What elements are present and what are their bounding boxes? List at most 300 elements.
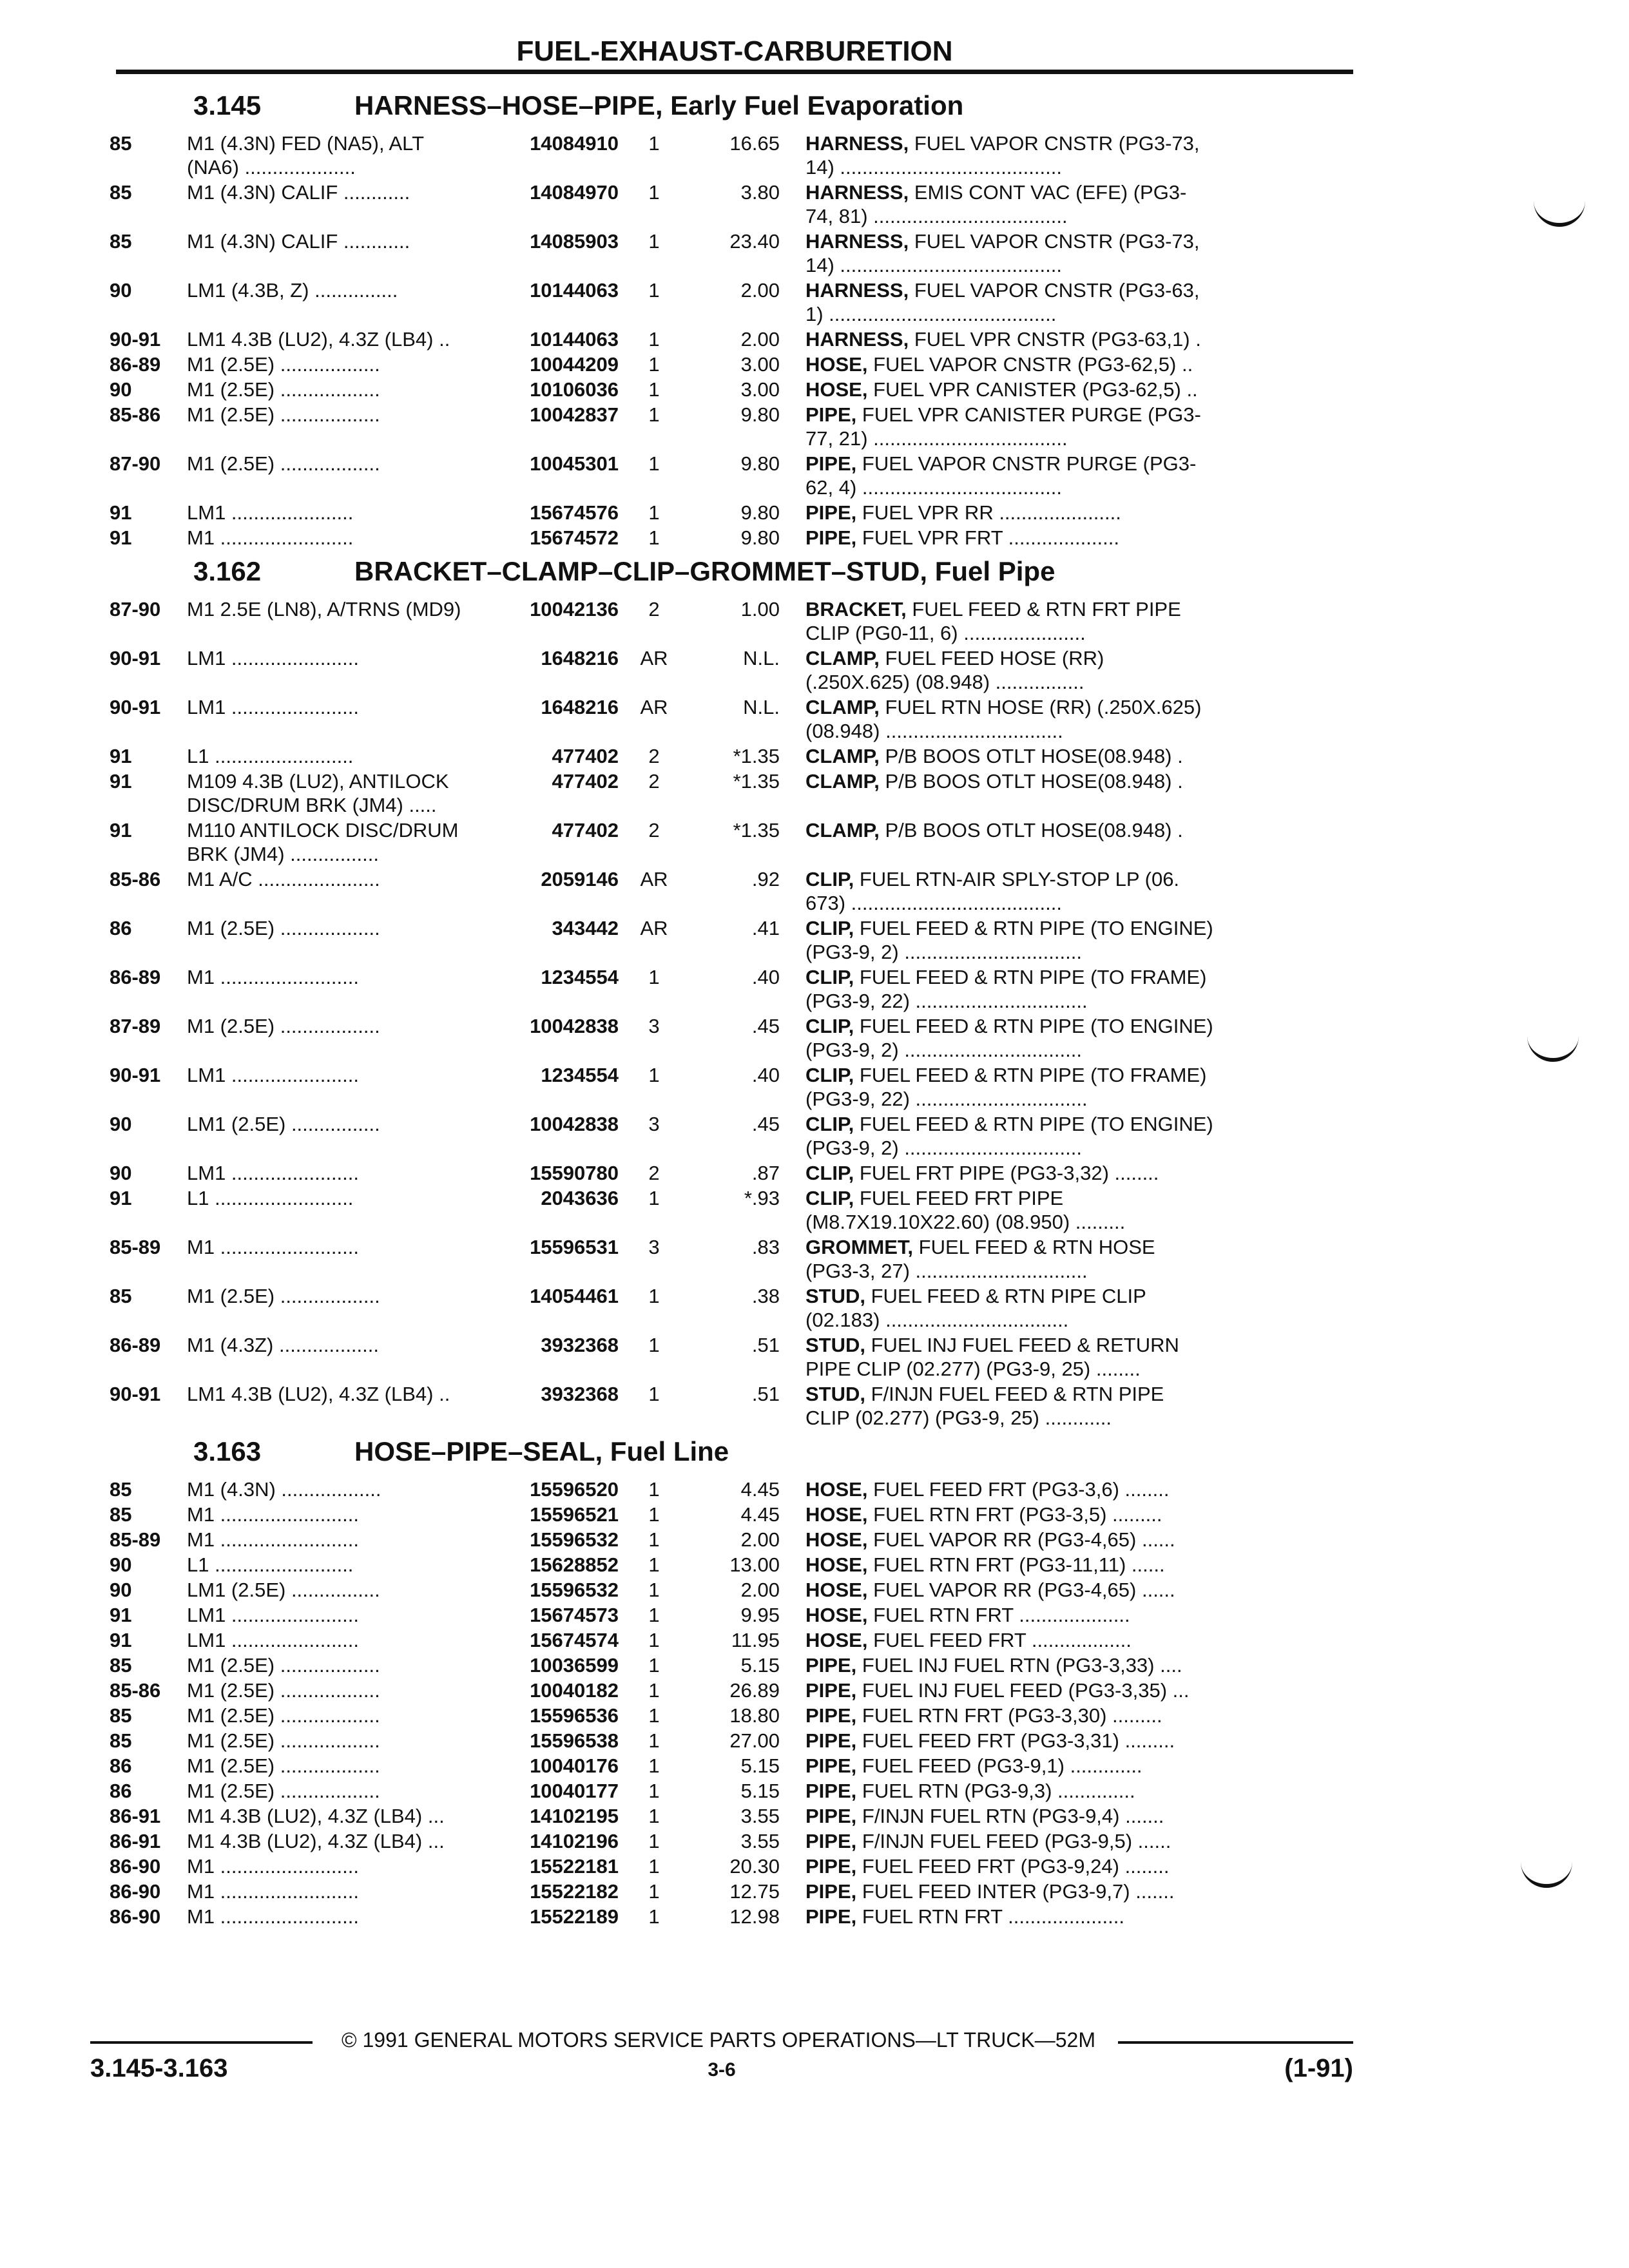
quantity: 1	[648, 353, 660, 376]
price: .38	[751, 1285, 780, 1307]
part-number: 2059146	[541, 868, 619, 890]
model-year: 90	[110, 1553, 132, 1576]
quantity: 1	[648, 230, 660, 253]
footer-copyright: © 1991 GENERAL MOTORS SERVICE PARTS OPERATIONS—LT TRUCK—52M	[342, 2028, 1095, 2052]
part-detail: FUEL VPR RR ......................	[856, 501, 1121, 524]
price: 9.95	[740, 1604, 780, 1626]
model-year: 86-91	[110, 1805, 161, 1827]
part-number: 14084970	[530, 181, 619, 204]
model-year: 91	[110, 1604, 132, 1626]
model-application: M1 A/C ......................	[187, 868, 380, 890]
part-number: 10045301	[530, 452, 619, 475]
part-detail: FUEL FEED FRT PIPE (M8.7X19.10X22.60) (08.950) .........	[805, 1187, 1126, 1233]
part-detail: FUEL FEED FRT (PG3-3,6) ........	[867, 1478, 1170, 1501]
parts-row	[110, 1382, 1360, 1430]
section-title: HARNESS–HOSE–PIPE, Early Fuel Evaporation	[354, 90, 964, 120]
part-detail: FUEL VPR CANISTER (PG3-62,5) ..	[867, 378, 1198, 401]
part-name: PIPE,	[805, 452, 857, 475]
model-year: 91	[110, 745, 132, 767]
model-application: M1 .........................	[187, 1905, 359, 1928]
part-detail: FUEL FEED & RTN PIPE (TO FRAME) (PG3-9, 22) ...............................	[805, 1064, 1207, 1110]
model-application: LM1 .......................	[187, 1162, 360, 1184]
part-name: CLIP,	[805, 1064, 854, 1086]
part-name: PIPE,	[805, 1830, 857, 1852]
quantity: 1	[648, 452, 660, 475]
part-description	[780, 278, 1269, 326]
part-name: PIPE,	[805, 1855, 857, 1878]
part-name: CLIP,	[805, 1015, 854, 1037]
part-detail: FUEL RTN FRT (PG3-3,30) .........	[856, 1704, 1162, 1727]
parts-row	[110, 1829, 1360, 1853]
model-application: M1 (2.5E) ..................	[187, 1704, 380, 1727]
section-heading	[110, 90, 1360, 130]
model-application: M1 (2.5E) ..................	[187, 378, 380, 401]
part-description	[780, 965, 1269, 1013]
part-description	[780, 180, 1269, 228]
part-name: PIPE,	[805, 526, 857, 549]
part-name: PIPE,	[805, 1754, 857, 1777]
footer-section-range: 3.145-3.163	[90, 2054, 228, 2082]
part-description	[780, 1804, 1269, 1828]
quantity: 1	[648, 1528, 660, 1551]
parts-row	[110, 229, 1360, 277]
part-detail: FUEL INJ FUEL FEED (PG3-3,35) ...	[856, 1679, 1190, 1702]
part-detail: FUEL INJ FUEL FEED & RETURN PIPE CLIP (02.277) (PG3-9, 25) ........	[805, 1334, 1179, 1380]
parts-row	[110, 403, 1360, 450]
parts-row	[110, 1528, 1360, 1552]
part-number: 14102196	[530, 1830, 619, 1852]
quantity: 1	[648, 181, 660, 204]
part-number: 1648216	[541, 696, 619, 718]
part-name: HOSE,	[805, 1579, 868, 1601]
quantity: AR	[640, 696, 668, 718]
model-year: 85	[110, 1729, 132, 1752]
quantity: 1	[648, 1704, 660, 1727]
model-application: M1 (2.5E) ..................	[187, 403, 380, 426]
part-detail: FUEL RTN HOSE (RR) (.250X.625) (08.948) ................................	[805, 696, 1202, 742]
model-application: M110 ANTILOCK DISC/DRUM BRK (JM4) ................	[187, 819, 459, 865]
part-number: 10042838	[530, 1113, 619, 1135]
model-year: 85-86	[110, 403, 161, 426]
price: N.L.	[743, 647, 780, 669]
part-detail: FUEL FEED FRT (PG3-9,24) ........	[856, 1855, 1170, 1878]
page-header: FUEL-EXHAUST-CARBURETION	[516, 35, 953, 67]
model-year: 85	[110, 1285, 132, 1307]
footer-revision: (1-91)	[1284, 2054, 1353, 2082]
parts-row	[110, 1186, 1360, 1234]
parts-row	[110, 916, 1360, 964]
parts-row	[110, 1603, 1360, 1627]
part-name: HOSE,	[805, 1503, 868, 1526]
part-name: HOSE,	[805, 1553, 868, 1576]
price: *1.35	[733, 745, 780, 767]
price: 2.00	[740, 328, 780, 351]
part-detail: P/B BOOS OTLT HOSE(08.948) .	[879, 745, 1183, 767]
quantity: 2	[648, 819, 660, 841]
parts-row	[110, 278, 1360, 326]
model-year: 90	[110, 279, 132, 302]
part-description	[780, 1754, 1269, 1778]
part-detail: FUEL VPR FRT ....................	[856, 526, 1119, 549]
part-description	[780, 1284, 1269, 1332]
part-number: 3932368	[541, 1383, 619, 1405]
parts-row	[110, 646, 1360, 694]
section-title: HOSE–PIPE–SEAL, Fuel Line	[354, 1436, 729, 1466]
quantity: 2	[648, 745, 660, 767]
binder-hole-mark	[1521, 1862, 1572, 1888]
part-description	[780, 229, 1269, 277]
parts-row	[110, 1854, 1360, 1878]
quantity: 3	[648, 1015, 660, 1037]
model-application: M1 (2.5E) ..................	[187, 1780, 380, 1802]
section-heading	[110, 556, 1360, 596]
parts-row	[110, 597, 1360, 645]
part-description	[780, 1628, 1269, 1652]
part-number: 15522181	[530, 1855, 619, 1878]
model-year: 86-90	[110, 1880, 161, 1903]
part-description	[780, 1704, 1269, 1727]
part-description	[780, 597, 1269, 645]
model-year: 85-86	[110, 868, 161, 890]
part-number: 2043636	[541, 1187, 619, 1209]
quantity: 1	[648, 1383, 660, 1405]
price: .41	[751, 917, 780, 939]
quantity: 3	[648, 1236, 660, 1258]
model-year: 87-90	[110, 452, 161, 475]
price: N.L.	[743, 696, 780, 718]
quantity: 1	[648, 403, 660, 426]
parts-row	[110, 1704, 1360, 1727]
price: *.93	[744, 1187, 780, 1209]
model-application: M1 .........................	[187, 1880, 359, 1903]
model-application: M1 .........................	[187, 1528, 359, 1551]
quantity: 1	[648, 1478, 660, 1501]
price: 4.45	[740, 1478, 780, 1501]
parts-row	[110, 769, 1360, 817]
quantity: 1	[648, 328, 660, 351]
model-application: LM1 .......................	[187, 1604, 360, 1626]
quantity: 1	[648, 1855, 660, 1878]
part-description	[780, 1235, 1269, 1283]
model-year: 86-91	[110, 1830, 161, 1852]
quantity: 2	[648, 770, 660, 793]
quantity: 3	[648, 1113, 660, 1135]
part-name: PIPE,	[805, 1654, 857, 1677]
parts-row	[110, 1553, 1360, 1577]
price: 3.55	[740, 1830, 780, 1852]
part-name: PIPE,	[805, 1805, 857, 1827]
quantity: 1	[648, 132, 660, 155]
parts-row	[110, 965, 1360, 1013]
quantity: 1	[648, 1604, 660, 1626]
price: 2.00	[740, 1528, 780, 1551]
part-name: STUD,	[805, 1383, 865, 1405]
part-detail: FUEL FEED & RTN HOSE (PG3-3, 27) ...............................	[805, 1236, 1155, 1282]
part-name: CLAMP,	[805, 745, 880, 767]
parts-row	[110, 1014, 1360, 1062]
model-application: LM1 4.3B (LU2), 4.3Z (LB4) ..	[187, 1383, 450, 1405]
part-name: CLAMP,	[805, 819, 880, 841]
parts-row	[110, 818, 1360, 866]
model-year: 90-91	[110, 1383, 161, 1405]
part-name: PIPE,	[805, 403, 857, 426]
part-number: 10042136	[530, 598, 619, 620]
part-number: 10040176	[530, 1754, 619, 1777]
price: 16.65	[729, 132, 780, 155]
price: .40	[751, 966, 780, 988]
model-application: LM1 (4.3B, Z) ...............	[187, 279, 398, 302]
parts-row	[110, 1628, 1360, 1652]
part-description	[780, 1528, 1269, 1552]
section-heading	[110, 1436, 1360, 1476]
price: .45	[751, 1015, 780, 1037]
part-number: 15596532	[530, 1528, 619, 1551]
model-year: 86-90	[110, 1855, 161, 1878]
part-detail: FUEL FEED FRT (PG3-3,31) .........	[856, 1729, 1175, 1752]
price: 9.80	[740, 501, 780, 524]
price: *1.35	[733, 770, 780, 793]
parts-row	[110, 1879, 1360, 1903]
quantity: 1	[648, 501, 660, 524]
part-detail: FUEL VAPOR CNSTR (PG3-62,5) ..	[867, 353, 1193, 376]
part-name: HOSE,	[805, 1528, 868, 1551]
quantity: 1	[648, 966, 660, 988]
part-number: 10144063	[530, 279, 619, 302]
part-detail: FUEL FEED & RTN PIPE (TO ENGINE) (PG3-9, 2) ................................	[805, 1015, 1213, 1061]
parts-row	[110, 352, 1360, 376]
model-application: M1 .........................	[187, 1236, 359, 1258]
parts-row	[110, 501, 1360, 524]
quantity: 1	[648, 1064, 660, 1086]
part-name: STUD,	[805, 1285, 865, 1307]
part-description	[780, 1678, 1269, 1702]
part-detail: FUEL FEED & RTN FRT PIPE CLIP (PG0-11, 6) ......................	[805, 598, 1181, 644]
quantity: AR	[640, 868, 668, 890]
model-year: 90	[110, 1579, 132, 1601]
model-year: 86-89	[110, 1334, 161, 1356]
model-application: LM1 ......................	[187, 501, 354, 524]
part-name: HARNESS,	[805, 132, 909, 155]
part-detail: FUEL RTN FRT (PG3-11,11) ......	[867, 1553, 1165, 1576]
model-year: 87-90	[110, 598, 161, 620]
part-name: HOSE,	[805, 378, 868, 401]
price: 27.00	[729, 1729, 780, 1752]
model-year: 86-89	[110, 353, 161, 376]
parts-row	[110, 1779, 1360, 1803]
part-detail: FUEL FRT PIPE (PG3-3,32) ........	[854, 1162, 1159, 1184]
part-name: CLAMP,	[805, 647, 880, 669]
parts-row	[110, 1477, 1360, 1501]
quantity: 1	[648, 1503, 660, 1526]
part-detail: FUEL VAPOR RR (PG3-4,65) ......	[867, 1579, 1175, 1601]
part-detail: F/INJN FUEL RTN (PG3-9,4) .......	[856, 1805, 1164, 1827]
part-name: GROMMET,	[805, 1236, 914, 1258]
price: .45	[751, 1113, 780, 1135]
model-year: 85-89	[110, 1528, 161, 1551]
part-name: PIPE,	[805, 1780, 857, 1802]
model-year: 85	[110, 1654, 132, 1677]
part-name: HOSE,	[805, 1629, 868, 1651]
part-name: PIPE,	[805, 1704, 857, 1727]
section-number: 3.162	[193, 556, 262, 586]
price: 11.95	[731, 1629, 780, 1651]
part-description	[780, 1578, 1269, 1602]
part-detail: P/B BOOS OTLT HOSE(08.948) .	[879, 770, 1183, 793]
part-detail: F/INJN FUEL FEED (PG3-9,5) ......	[856, 1830, 1171, 1852]
price: 5.15	[740, 1654, 780, 1677]
part-detail: FUEL RTN FRT (PG3-3,5) .........	[867, 1503, 1162, 1526]
part-description	[780, 1779, 1269, 1803]
model-year: 91	[110, 1629, 132, 1651]
part-detail: FUEL VAPOR CNSTR (PG3-73, 14) ........................................	[805, 230, 1200, 276]
model-application: M1 (2.5E) ..................	[187, 452, 380, 475]
part-detail: FUEL RTN-AIR SPLY-STOP LP (06. 673) ......................................	[805, 868, 1180, 914]
price: 18.80	[729, 1704, 780, 1727]
quantity: 1	[648, 1780, 660, 1802]
part-number: 10042837	[530, 403, 619, 426]
model-year: 91	[110, 819, 132, 841]
part-detail: P/B BOOS OTLT HOSE(08.948) .	[879, 819, 1183, 841]
parts-row	[110, 1678, 1360, 1702]
part-description	[780, 1729, 1269, 1753]
part-detail: FUEL RTN (PG3-9,3) ..............	[856, 1780, 1135, 1802]
part-number: 343442	[552, 917, 619, 939]
model-year: 91	[110, 770, 132, 793]
price: .87	[751, 1162, 780, 1184]
part-detail: FUEL FEED & RTN PIPE (TO ENGINE) (PG3-9, 2) ................................	[805, 917, 1213, 963]
parts-row	[110, 1729, 1360, 1753]
part-detail: FUEL RTN FRT .....................	[856, 1905, 1124, 1928]
parts-row	[110, 867, 1360, 915]
part-number: 477402	[552, 819, 619, 841]
price: 9.80	[740, 403, 780, 426]
model-application: LM1 (2.5E) ................	[187, 1579, 380, 1601]
part-description	[780, 1477, 1269, 1501]
parts-row	[110, 1284, 1360, 1332]
quantity: 1	[648, 1553, 660, 1576]
part-number: 10036599	[530, 1654, 619, 1677]
model-application: L1 .........................	[187, 745, 354, 767]
parts-row	[110, 327, 1360, 351]
parts-row	[110, 744, 1360, 768]
model-year: 86	[110, 917, 132, 939]
part-name: CLIP,	[805, 966, 854, 988]
model-application: M1 (2.5E) ..................	[187, 917, 380, 939]
model-year: 85	[110, 230, 132, 253]
part-detail: FUEL FEED & RTN PIPE CLIP (02.183) .................................	[805, 1285, 1146, 1331]
part-number: 1234554	[541, 1064, 619, 1086]
price: 12.98	[729, 1905, 780, 1928]
part-name: PIPE,	[805, 1880, 857, 1903]
part-description	[780, 1112, 1269, 1160]
price: 12.75	[729, 1880, 780, 1903]
model-application: M1 .........................	[187, 1503, 359, 1526]
part-number: 15628852	[530, 1553, 619, 1576]
part-description	[780, 526, 1269, 550]
quantity: 1	[648, 279, 660, 302]
price: .92	[751, 868, 780, 890]
part-number: 15674572	[530, 526, 619, 549]
model-year: 86	[110, 1754, 132, 1777]
quantity: 1	[648, 1654, 660, 1677]
quantity: 1	[648, 1679, 660, 1702]
model-application: M1 (2.5E) ..................	[187, 1285, 380, 1307]
model-application: M1 (4.3N) CALIF ............	[187, 181, 410, 204]
parts-row	[110, 1653, 1360, 1677]
part-number: 477402	[552, 770, 619, 793]
part-description	[780, 1854, 1269, 1878]
part-number: 15674576	[530, 501, 619, 524]
part-number: 15674573	[530, 1604, 619, 1626]
model-application: LM1 4.3B (LU2), 4.3Z (LB4) ..	[187, 328, 450, 351]
part-name: HOSE,	[805, 1604, 868, 1626]
price: 4.45	[740, 1503, 780, 1526]
quantity: 1	[648, 1805, 660, 1827]
part-description	[780, 867, 1269, 915]
part-number: 10044209	[530, 353, 619, 376]
part-number: 15596520	[530, 1478, 619, 1501]
part-name: PIPE,	[805, 501, 857, 524]
quantity: 1	[648, 1187, 660, 1209]
model-application: LM1 .......................	[187, 647, 360, 669]
price: 3.00	[740, 378, 780, 401]
part-description	[780, 378, 1269, 401]
footer-page-number: 3-6	[708, 2059, 736, 2081]
part-detail: FUEL VAPOR CNSTR (PG3-73, 14) ........................................	[805, 132, 1200, 178]
model-application: M1 4.3B (LU2), 4.3Z (LB4) ...	[187, 1830, 445, 1852]
part-name: STUD,	[805, 1334, 865, 1356]
parts-row	[110, 695, 1360, 743]
part-number: 10040182	[530, 1679, 619, 1702]
part-name: PIPE,	[805, 1679, 857, 1702]
part-description	[780, 1014, 1269, 1062]
part-description	[780, 327, 1269, 351]
part-detail: FUEL VAPOR CNSTR PURGE (PG3- 62, 4) ....................................	[805, 452, 1197, 499]
part-description	[780, 1503, 1269, 1526]
part-number: 15596531	[530, 1236, 619, 1258]
part-description	[780, 1603, 1269, 1627]
quantity: 1	[648, 1880, 660, 1903]
part-number: 3932368	[541, 1334, 619, 1356]
model-year: 85	[110, 1478, 132, 1501]
parts-row	[110, 526, 1360, 550]
part-description	[780, 769, 1269, 793]
catalog-content	[110, 84, 1360, 1930]
footer-rule-right	[1118, 2041, 1353, 2044]
part-description	[780, 403, 1269, 450]
part-description	[780, 1879, 1269, 1903]
model-application: M1 .........................	[187, 1855, 359, 1878]
model-application: M1 ........................	[187, 526, 354, 549]
model-application: M1 (2.5E) ..................	[187, 1654, 380, 1677]
price: .51	[751, 1334, 780, 1356]
section-number: 3.145	[193, 90, 262, 120]
part-name: HARNESS,	[805, 181, 909, 204]
price: *1.35	[733, 819, 780, 841]
parts-row	[110, 1235, 1360, 1283]
part-name: HARNESS,	[805, 328, 909, 351]
parts-row	[110, 131, 1360, 179]
model-application: M1 (2.5E) ..................	[187, 1679, 380, 1702]
model-year: 90	[110, 1113, 132, 1135]
part-name: PIPE,	[805, 1729, 857, 1752]
price: 20.30	[729, 1855, 780, 1878]
footer-rule-left	[90, 2041, 313, 2044]
part-detail: FUEL FEED & RTN PIPE (TO FRAME) (PG3-9, 22) ...............................	[805, 966, 1207, 1012]
model-year: 90-91	[110, 328, 161, 351]
price: 1.00	[740, 598, 780, 620]
parts-row	[110, 1063, 1360, 1111]
